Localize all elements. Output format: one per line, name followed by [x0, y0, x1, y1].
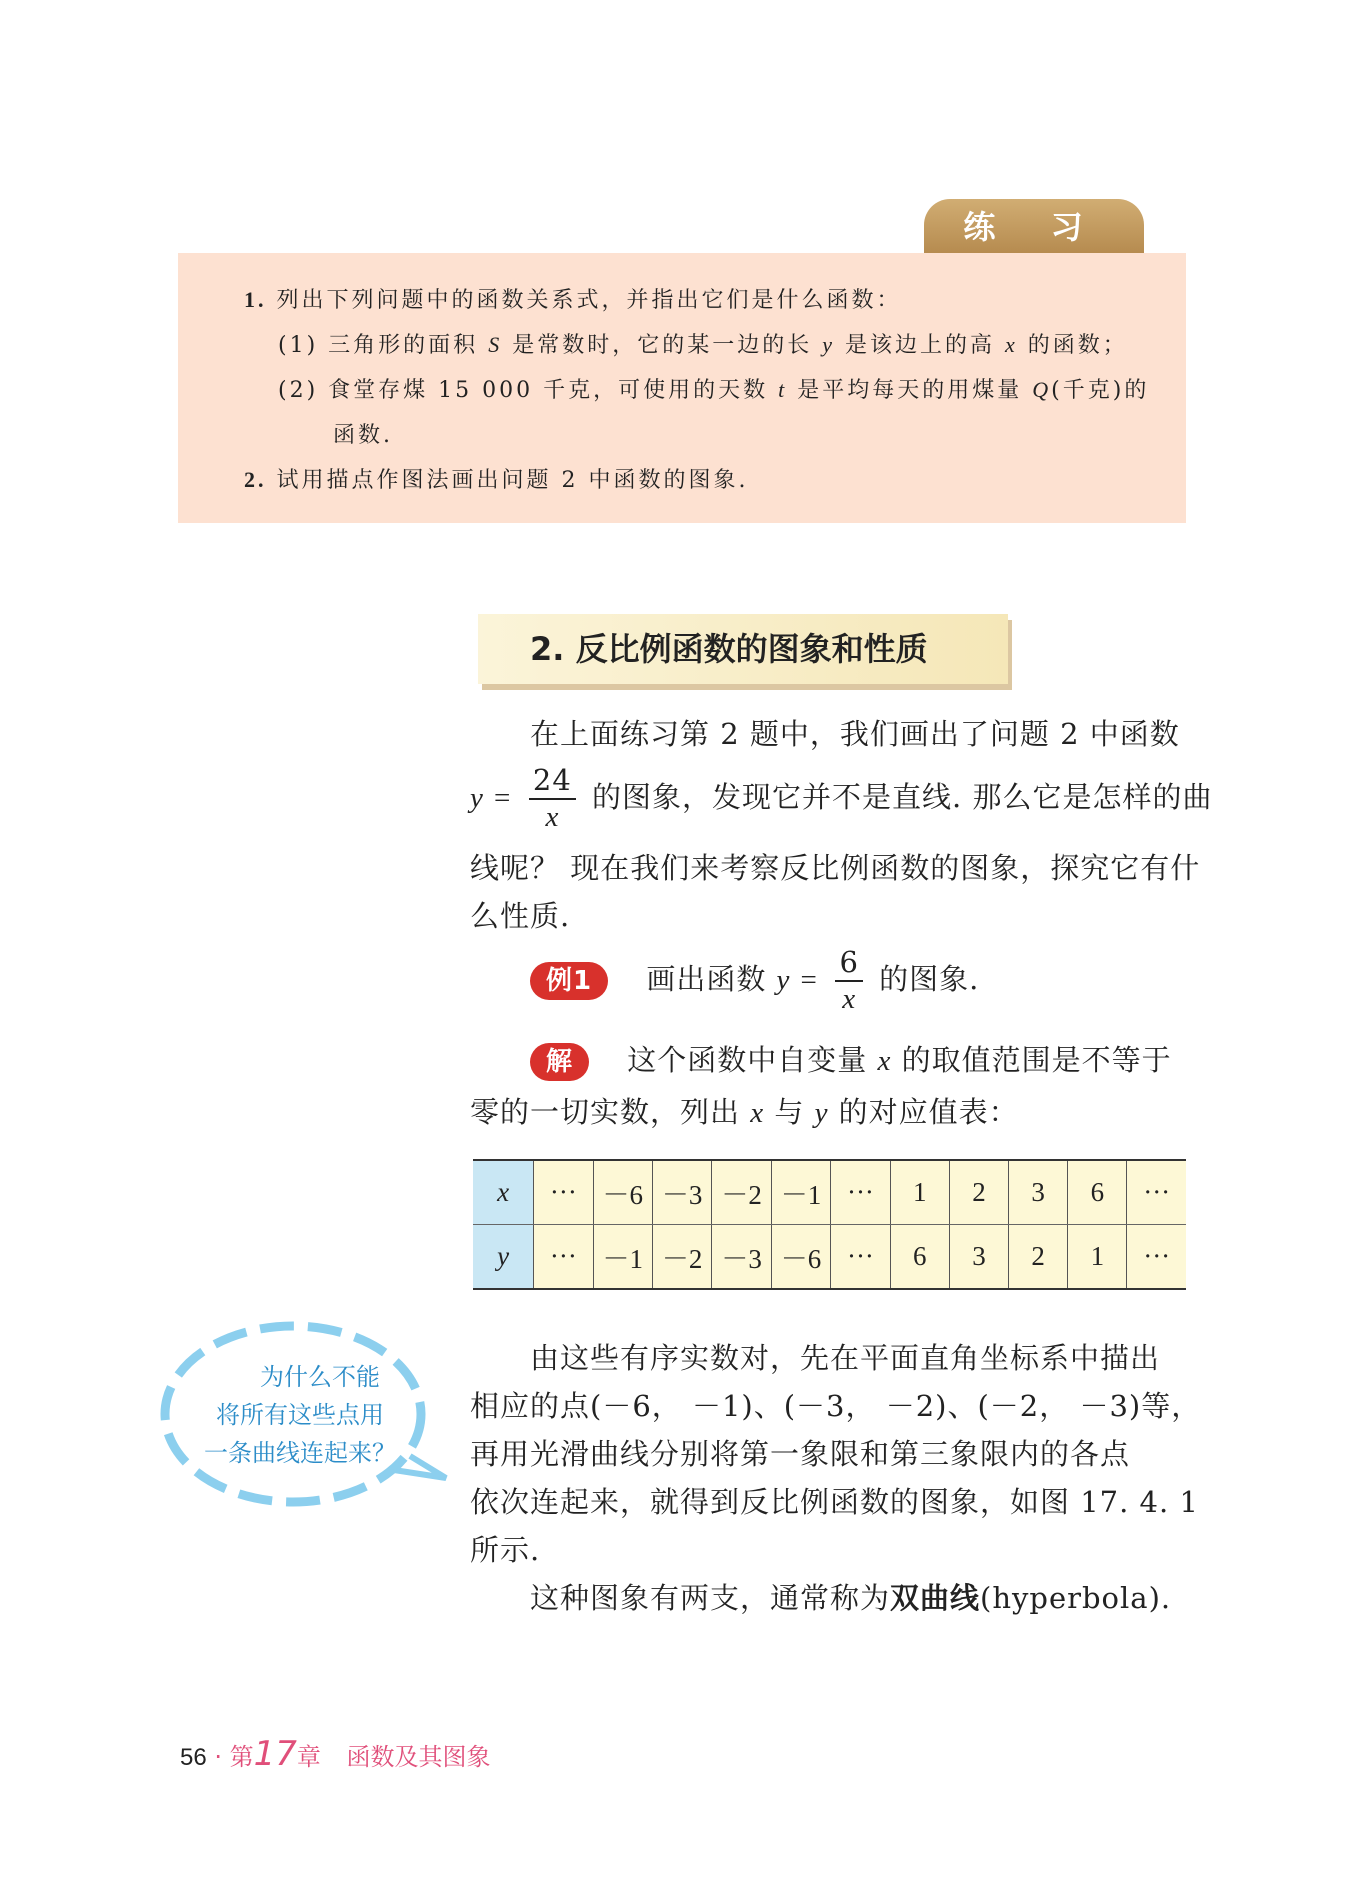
- frac-num: 6: [835, 948, 862, 982]
- practice-tab: 练 习: [924, 199, 1144, 255]
- solution-line2: [470, 1090, 1019, 1131]
- table-cell: －2: [652, 1225, 711, 1290]
- table-cell: －1: [771, 1160, 830, 1225]
- sub-text: 是平均每天的用煤量: [797, 378, 1023, 403]
- item-text: 列出下列问题中的函数关系式，并指出它们是什么函数：: [276, 288, 902, 313]
- solution-text: 与: [774, 1095, 805, 1129]
- table-cell: 6: [1068, 1160, 1127, 1225]
- var-y: y: [814, 1097, 829, 1129]
- table-cell: －3: [652, 1160, 711, 1225]
- para2-line2: 相应的点(－6， －1)、(－3， －2)、(－2， －3)等，: [470, 1389, 1202, 1423]
- bubble-line-1: 为什么不能: [260, 1363, 380, 1391]
- page-footer: [180, 1734, 491, 1774]
- practice-sub-1: [278, 328, 1128, 359]
- sub-number: (2): [278, 378, 319, 403]
- example-1: [530, 945, 980, 1015]
- frac-den: x: [545, 801, 560, 833]
- bubble-line-2: 将所有这些点用: [216, 1401, 384, 1429]
- sub-text: 三角形的面积: [328, 333, 479, 358]
- example-text: 画出函数: [646, 962, 767, 996]
- chapter-title: 函数及其图象: [346, 1743, 491, 1771]
- sub-text: 的函数；: [1027, 333, 1128, 358]
- solution-text: 的取值范围是不等于: [901, 1043, 1172, 1077]
- item-text: 试用描点作图法画出问题 2 中函数的图象.: [276, 468, 749, 493]
- fraction-6-over-x: [835, 945, 862, 1015]
- table-cell: －6: [593, 1160, 652, 1225]
- para3-text: 这种图象有两支，通常称为: [530, 1581, 891, 1615]
- var-S: S: [488, 332, 503, 357]
- table-cell: 1: [890, 1160, 949, 1225]
- table-cell: ···: [534, 1225, 593, 1290]
- var-x: x: [877, 1045, 892, 1077]
- sub-number: (1): [278, 333, 319, 358]
- para1-line3: 线呢？ 现在我们来考察反比例函数的图象，探究它有什: [470, 851, 1201, 885]
- practice-box: [178, 253, 1186, 523]
- table-cell: 1: [1068, 1225, 1127, 1290]
- frac-den: x: [842, 983, 857, 1015]
- table-header-x: x: [473, 1160, 534, 1225]
- var-Q: Q: [1032, 377, 1052, 402]
- var-x: x: [750, 1097, 765, 1129]
- example-label: 例1: [530, 962, 608, 1000]
- page-number: 56: [180, 1744, 207, 1771]
- solution-text: 的对应值表：: [838, 1095, 1019, 1129]
- var-t: t: [778, 377, 788, 402]
- sub-text: 是该边上的高: [844, 333, 995, 358]
- frac-num: 24: [529, 766, 576, 800]
- item-number: 2.: [244, 467, 267, 492]
- para2-line5: 所示.: [470, 1533, 541, 1567]
- table-cell: ···: [1127, 1160, 1186, 1225]
- solution-line1: [530, 1038, 1172, 1081]
- value-table: [473, 1159, 1186, 1290]
- table-cell: 2: [1009, 1225, 1068, 1290]
- fraction-24-over-x: [529, 763, 576, 833]
- table-row-x: [473, 1160, 1186, 1225]
- footer-dot: ·: [214, 1743, 222, 1771]
- chapter-prefix: 第: [229, 1743, 254, 1771]
- table-cell: －2: [712, 1160, 771, 1225]
- practice-sub-2: [278, 373, 1149, 404]
- para3: [530, 1576, 1171, 1617]
- table-cell: 6: [890, 1225, 949, 1290]
- sub-text: (千克)的: [1051, 378, 1150, 403]
- para2-line4: 依次连起来，就得到反比例函数的图象，如图 17. 4. 1: [470, 1485, 1199, 1519]
- para2-line1: 由这些有序实数对，先在平面直角坐标系中描出: [530, 1341, 1161, 1375]
- table-cell: －3: [712, 1225, 771, 1290]
- table-cell: 3: [949, 1225, 1008, 1290]
- para2-line3: 再用光滑曲线分别将第一象限和第三象限内的各点: [470, 1437, 1131, 1471]
- para1-line4: 么性质.: [470, 899, 571, 933]
- section-heading: 2. 反比例函数的图象和性质: [478, 614, 1008, 684]
- sub-text: 食堂存煤 15 000 千克，可使用的天数: [328, 378, 769, 403]
- para1-line1: 在上面练习第 2 题中，我们画出了问题 2 中函数: [530, 717, 1180, 751]
- para3-text-after: (hyperbola).: [980, 1581, 1172, 1615]
- para1-line2: [470, 763, 1213, 833]
- table-cell: ···: [831, 1160, 890, 1225]
- item-number: 1.: [244, 287, 267, 312]
- bubble-line-3: 一条曲线连起来？: [204, 1439, 396, 1467]
- practice-item-1: [244, 283, 902, 314]
- para1-line2-text: 的图象，发现它并不是直线. 那么它是怎样的曲: [592, 780, 1213, 814]
- term-hyperbola: 双曲线: [890, 1581, 981, 1615]
- chapter-suffix: 章: [296, 1743, 321, 1771]
- y-equals: y =: [776, 964, 820, 996]
- table-cell: 2: [949, 1160, 1008, 1225]
- var-x: x: [1004, 332, 1018, 357]
- sub-text: 是常数时，它的某一边的长: [512, 333, 813, 358]
- solution-text: 零的一切实数，列出: [470, 1095, 741, 1129]
- practice-item-2: [244, 463, 748, 494]
- table-row-y: [473, 1225, 1186, 1290]
- solution-label: 解: [530, 1043, 589, 1081]
- table-cell: ···: [1127, 1225, 1186, 1290]
- chapter-number: 17: [253, 1734, 297, 1774]
- var-y: y: [822, 332, 835, 357]
- practice-sub-2-cont: 函数.: [333, 423, 393, 448]
- solution-text: 这个函数中自变量: [627, 1043, 868, 1077]
- y-equals: y =: [470, 782, 513, 814]
- table-cell: 3: [1009, 1160, 1068, 1225]
- table-cell: －1: [593, 1225, 652, 1290]
- table-header-y: y: [473, 1225, 534, 1290]
- table-cell: ···: [831, 1225, 890, 1290]
- table-cell: －6: [771, 1225, 830, 1290]
- example-text-after: 的图象.: [879, 962, 980, 996]
- table-cell: ···: [534, 1160, 593, 1225]
